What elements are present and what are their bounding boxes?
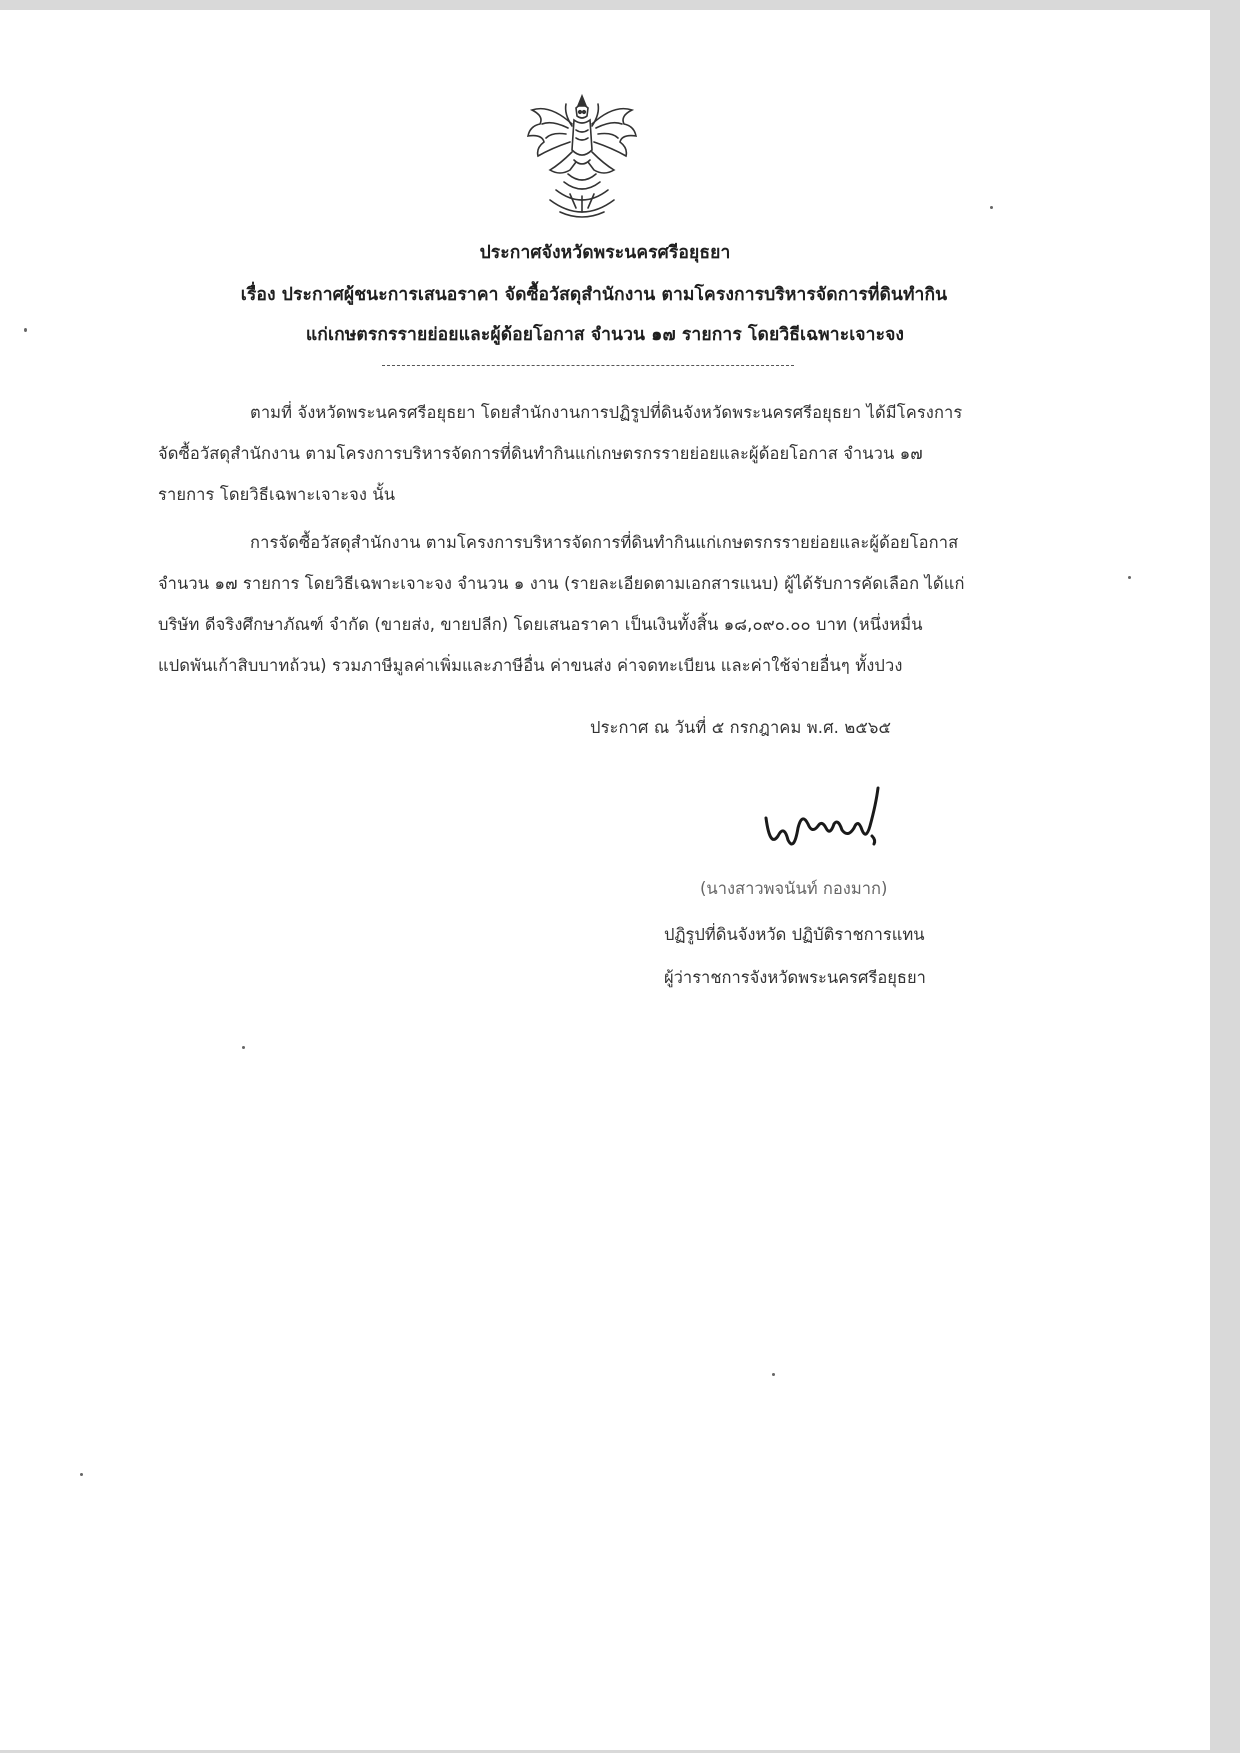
scan-speck — [80, 1473, 83, 1476]
separator-dashed-line — [382, 365, 794, 366]
signatory-position-2: ผู้ว่าราชการจังหวัดพระนครศรีอยุธยา — [664, 968, 926, 987]
paragraph-1-line-2: จัดซื้อวัสดุสำนักงาน ตามโครงการบริหารจัดการที่ดินทำกินแก่เกษตรกรรายย่อยและผู้ด้อยโอกาส จำนวน ๑๗ — [158, 444, 923, 463]
paragraph-1-line-3: รายการ โดยวิธีเฉพาะเจาะจง นั้น — [158, 485, 396, 504]
subject-line-2: แก่เกษตรกรรายย่อยและผู้ด้อยโอกาส จำนวน ๑๗ รายการ โดยวิธีเฉพาะเจาะจง — [305, 325, 905, 345]
document-title: ประกาศจังหวัดพระนครศรีอยุธยา — [479, 243, 731, 263]
paragraph-2-line-3: บริษัท ดีจริงศึกษาภัณฑ์ จำกัด (ขายส่ง, ขายปลีก) โดยเสนอราคา เป็นเงินทั้งสิ้น ๑๘,๐๙๐.๐๐ บาท (หนึ่งหมื่น — [158, 615, 923, 634]
scan-speck — [24, 328, 27, 332]
signatory-name: (นางสาวพจนันท์ กองมาก) — [700, 879, 888, 898]
signatory-position-1: ปฏิรูปที่ดินจังหวัด ปฏิบัติราชการแทน — [664, 925, 925, 944]
announce-date: ประกาศ ณ วันที่ ๕ กรกฎาคม พ.ศ. ๒๕๖๕ — [590, 718, 892, 737]
scan-speck — [772, 1373, 775, 1376]
scan-speck — [242, 1046, 245, 1049]
garuda-emblem-icon — [520, 90, 645, 225]
document-page — [0, 10, 1210, 1750]
scan-speck — [1128, 576, 1131, 579]
paragraph-2-line-4: แปดพันเก้าสิบบาทถ้วน) รวมภาษีมูลค่าเพิ่มและภาษีอื่น ค่าขนส่ง ค่าจดทะเบียน และค่าใช้จ่ายอื่นๆ ทั้งปวง — [158, 656, 903, 675]
subject-line-1: เรื่อง ประกาศผู้ชนะการเสนอราคา จัดซื้อวัสดุสำนักงาน ตามโครงการบริหารจัดการที่ดินทำกิน — [240, 285, 948, 305]
handwritten-signature — [758, 778, 918, 858]
paragraph-2-line-1: การจัดซื้อวัสดุสำนักงาน ตามโครงการบริหารจัดการที่ดินทำกินแก่เกษตรกรรายย่อยและผู้ด้อยโอกาส — [250, 533, 959, 552]
paragraph-1-line-1: ตามที่ จังหวัดพระนครศรีอยุธยา โดยสำนักงานการปฏิรูปที่ดินจังหวัดพระนครศรีอยุธยา ได้มีโครงการ — [250, 403, 963, 422]
scan-speck — [990, 206, 993, 209]
paragraph-2-line-2: จำนวน ๑๗ รายการ โดยวิธีเฉพาะเจาะจง จำนวน ๑ งาน (รายละเอียดตามเอกสารแนบ) ผู้ได้รับการคัดเลือก ได้แก่ — [158, 574, 965, 593]
